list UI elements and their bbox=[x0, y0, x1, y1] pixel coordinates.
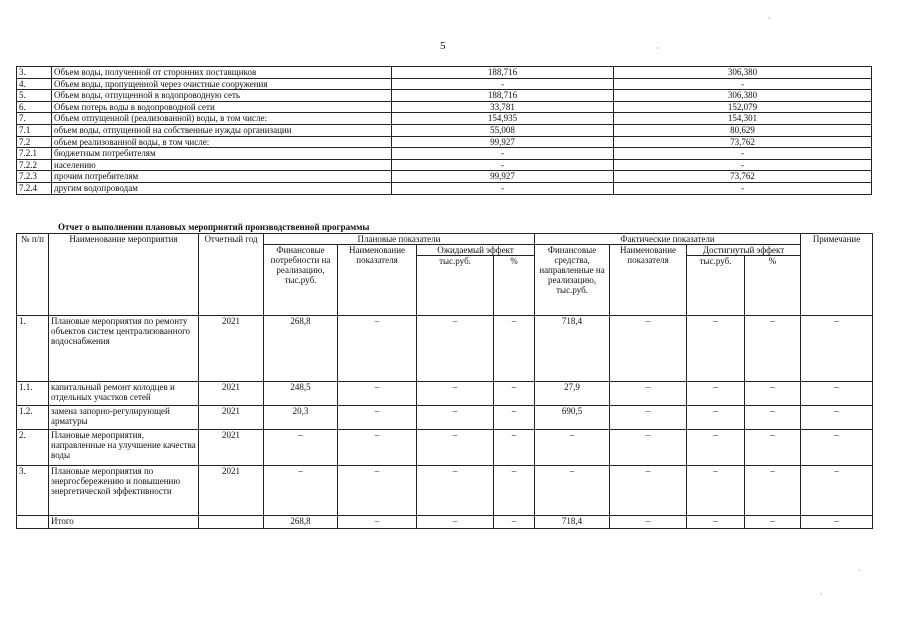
row-name: населению bbox=[52, 159, 392, 171]
volume-row bbox=[17, 136, 872, 148]
measure-number: 2. bbox=[17, 430, 49, 466]
volume-row bbox=[17, 101, 872, 113]
measure-row bbox=[17, 466, 873, 516]
row-number: 7.1 bbox=[17, 124, 52, 136]
header-fact-finance: Финансовые средства, направленные на реализацию, тыс.руб. bbox=[535, 245, 610, 316]
measure-note: – bbox=[801, 466, 873, 516]
value-period-1: 33,781 bbox=[392, 101, 614, 113]
value-period-1: - bbox=[392, 182, 614, 194]
fact-effect-thous: – bbox=[687, 516, 745, 529]
fact-indicator: – bbox=[610, 406, 687, 430]
header-year: Отчетный год bbox=[199, 234, 264, 316]
plan-finance: 268,8 bbox=[264, 316, 338, 382]
fact-finance: 27,9 bbox=[535, 382, 610, 406]
value-period-2: 306,380 bbox=[614, 67, 872, 79]
plan-effect-thous: – bbox=[417, 516, 494, 529]
row-number: 7.2 bbox=[17, 136, 52, 148]
value-period-1: - bbox=[392, 148, 614, 160]
measure-number: 1.1. bbox=[17, 382, 49, 406]
measure-name: Плановые мероприятия, направленные на улучшение качества воды bbox=[49, 430, 199, 466]
row-number: 5. bbox=[17, 90, 52, 102]
fact-effect-pct: – bbox=[745, 516, 801, 529]
fact-effect-thous: – bbox=[687, 466, 745, 516]
plan-indicator: – bbox=[338, 516, 417, 529]
fact-finance: – bbox=[535, 430, 610, 466]
row-number: 7.2.3 bbox=[17, 171, 52, 183]
header-plan-thous: тыс.руб. bbox=[417, 256, 494, 316]
measure-name: замена запорно-регулирующей арматуры bbox=[49, 406, 199, 430]
fact-indicator: – bbox=[610, 316, 687, 382]
measure-number: 1.2. bbox=[17, 406, 49, 430]
scan-speck: · bbox=[656, 44, 659, 53]
plan-effect-pct: – bbox=[494, 466, 535, 516]
header-planned: Плановые показатели bbox=[264, 234, 535, 245]
plan-indicator: – bbox=[338, 316, 417, 382]
water-volume-table bbox=[16, 66, 872, 195]
volume-row bbox=[17, 113, 872, 125]
header-fact-thous: тыс.руб. bbox=[687, 256, 745, 316]
fact-effect-pct: – bbox=[745, 382, 801, 406]
plan-effect-thous: – bbox=[417, 316, 494, 382]
row-name: бюджетным потребителям bbox=[52, 148, 392, 160]
planned-measures-table bbox=[16, 233, 873, 529]
measure-number: 1. bbox=[17, 316, 49, 382]
plan-effect-thous: – bbox=[417, 430, 494, 466]
header-plan-pct: % bbox=[494, 256, 535, 316]
value-period-1: 154,935 bbox=[392, 113, 614, 125]
value-period-2: 306,380 bbox=[614, 90, 872, 102]
plan-finance: – bbox=[264, 466, 338, 516]
plan-finance: 248,5 bbox=[264, 382, 338, 406]
plan-indicator: – bbox=[338, 406, 417, 430]
report-year: 2021 bbox=[199, 382, 264, 406]
page-number: 5 bbox=[440, 40, 446, 52]
value-period-1: - bbox=[392, 159, 614, 171]
fact-indicator: – bbox=[610, 466, 687, 516]
fact-finance: – bbox=[535, 466, 610, 516]
measure-row bbox=[17, 516, 873, 529]
plan-effect-thous: – bbox=[417, 466, 494, 516]
header-achieved-effect: Достигнутый эффект bbox=[687, 245, 801, 256]
plan-effect-pct: – bbox=[494, 406, 535, 430]
row-name: Объем отпущенной (реализованной) воды, в том числе: bbox=[52, 113, 392, 125]
fact-indicator: – bbox=[610, 382, 687, 406]
row-name: Объем воды, полученной от сторонних поставщиков bbox=[52, 67, 392, 79]
value-period-2: 73,762 bbox=[614, 171, 872, 183]
fact-effect-pct: – bbox=[745, 406, 801, 430]
fact-finance: 718,4 bbox=[535, 516, 610, 529]
report-title: Отчет о выполнении плановых мероприятий производственной программы bbox=[58, 222, 370, 232]
plan-indicator: – bbox=[338, 466, 417, 516]
value-period-1: 188,716 bbox=[392, 90, 614, 102]
fact-effect-thous: – bbox=[687, 316, 745, 382]
row-name: Объем потерь воды в водопроводной сети bbox=[52, 101, 392, 113]
plan-finance: – bbox=[264, 430, 338, 466]
report-year: 2021 bbox=[199, 406, 264, 430]
header-actual: Фактические показатели bbox=[535, 234, 801, 245]
report-year: 2021 bbox=[199, 466, 264, 516]
fact-indicator: – bbox=[610, 430, 687, 466]
volume-row bbox=[17, 182, 872, 194]
measure-name: капитальный ремонт колодцев и отдельных участков сетей bbox=[49, 382, 199, 406]
row-number: 3. bbox=[17, 67, 52, 79]
header-note: Примечание bbox=[801, 234, 873, 316]
measure-name: Итого bbox=[49, 516, 199, 529]
plan-effect-thous: – bbox=[417, 406, 494, 430]
value-period-2: 152,079 bbox=[614, 101, 872, 113]
plan-finance: 268,8 bbox=[264, 516, 338, 529]
volume-row bbox=[17, 148, 872, 160]
measure-note: – bbox=[801, 406, 873, 430]
fact-effect-pct: – bbox=[745, 466, 801, 516]
fact-finance: 690,5 bbox=[535, 406, 610, 430]
fact-effect-thous: – bbox=[687, 406, 745, 430]
value-period-1: 188,716 bbox=[392, 67, 614, 79]
row-number: 7. bbox=[17, 113, 52, 125]
value-period-1: - bbox=[392, 78, 614, 90]
volume-row bbox=[17, 159, 872, 171]
fact-effect-thous: – bbox=[687, 382, 745, 406]
row-name: другим водопроводам bbox=[52, 182, 392, 194]
measure-note: – bbox=[801, 430, 873, 466]
report-year bbox=[199, 516, 264, 529]
plan-effect-pct: – bbox=[494, 316, 535, 382]
plan-effect-thous: – bbox=[417, 382, 494, 406]
fact-effect-pct: – bbox=[745, 430, 801, 466]
measure-name: Плановые мероприятия по ремонту объектов систем централизованного водоснабжения bbox=[49, 316, 199, 382]
row-number: 7.2.4 bbox=[17, 182, 52, 194]
value-period-2: 73,762 bbox=[614, 136, 872, 148]
header-fact-indicator: Наименование показателя bbox=[610, 245, 687, 316]
measure-note: – bbox=[801, 316, 873, 382]
value-period-2: - bbox=[614, 159, 872, 171]
row-number: 4. bbox=[17, 78, 52, 90]
row-name: объем воды, отпущенной на собственные нужды организации bbox=[52, 124, 392, 136]
volume-row bbox=[17, 124, 872, 136]
row-number: 7.2.2 bbox=[17, 159, 52, 171]
value-period-2: - bbox=[614, 78, 872, 90]
value-period-2: 154,301 bbox=[614, 113, 872, 125]
header-fact-pct: % bbox=[745, 256, 801, 316]
value-period-1: 99,927 bbox=[392, 171, 614, 183]
value-period-1: 99,927 bbox=[392, 136, 614, 148]
measure-row bbox=[17, 382, 873, 406]
measure-row bbox=[17, 406, 873, 430]
plan-effect-pct: – bbox=[494, 382, 535, 406]
measure-number bbox=[17, 516, 49, 529]
measure-note: – bbox=[801, 516, 873, 529]
header-measure-name: Наименование мероприятия bbox=[49, 234, 199, 316]
header-plan-finance: Финансовые потребности на реализацию, тыс.руб. bbox=[264, 245, 338, 316]
measure-note: – bbox=[801, 382, 873, 406]
volume-row bbox=[17, 67, 872, 79]
volume-row bbox=[17, 78, 872, 90]
measure-row bbox=[17, 430, 873, 466]
value-period-2: 80,629 bbox=[614, 124, 872, 136]
plan-effect-pct: – bbox=[494, 516, 535, 529]
measure-name: Плановые мероприятия по энергосбережению и повышению энергетической эффективности bbox=[49, 466, 199, 516]
plan-effect-pct: – bbox=[494, 430, 535, 466]
value-period-2: - bbox=[614, 182, 872, 194]
fact-effect-pct: – bbox=[745, 316, 801, 382]
header-num: № п/п bbox=[17, 234, 49, 316]
value-period-1: 55,008 bbox=[392, 124, 614, 136]
scan-speck: · bbox=[858, 566, 861, 575]
value-period-2: - bbox=[614, 148, 872, 160]
header-plan-indicator: Наименование показателя bbox=[338, 245, 417, 316]
scan-speck: · bbox=[768, 14, 771, 23]
measure-row bbox=[17, 316, 873, 382]
fact-finance: 718,4 bbox=[535, 316, 610, 382]
plan-indicator: – bbox=[338, 430, 417, 466]
measure-number: 3. bbox=[17, 466, 49, 516]
report-year: 2021 bbox=[199, 316, 264, 382]
row-name: Объем воды, отпущенной в водопроводную сеть bbox=[52, 90, 392, 102]
report-year: 2021 bbox=[199, 430, 264, 466]
row-name: прочим потребителям bbox=[52, 171, 392, 183]
fact-effect-thous: – bbox=[687, 430, 745, 466]
plan-indicator: – bbox=[338, 382, 417, 406]
volume-row bbox=[17, 90, 872, 102]
volume-row bbox=[17, 171, 872, 183]
header-expected-effect: Ожидаемый эффект bbox=[417, 245, 535, 256]
plan-finance: 20,3 bbox=[264, 406, 338, 430]
fact-indicator: – bbox=[610, 516, 687, 529]
row-name: объем реализованной воды, в том числе: bbox=[52, 136, 392, 148]
row-number: 6. bbox=[17, 101, 52, 113]
row-number: 7.2.1 bbox=[17, 148, 52, 160]
row-name: Объем воды, пропущенной через очистные сооружения bbox=[52, 78, 392, 90]
scan-speck: · bbox=[820, 590, 823, 599]
